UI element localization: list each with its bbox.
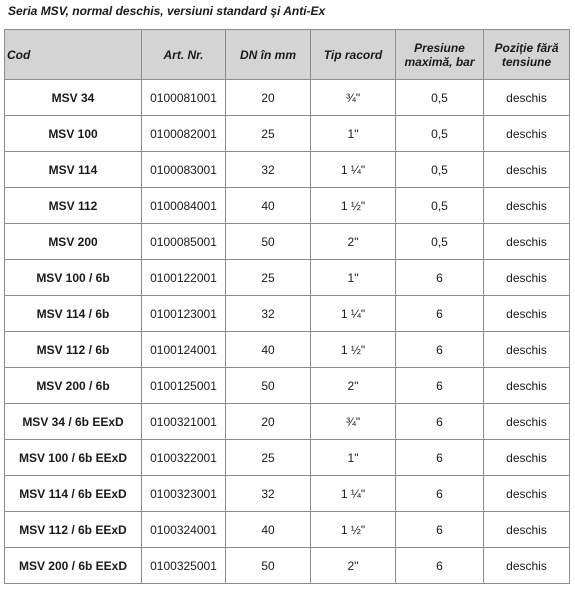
cell-cod: MSV 112	[5, 188, 142, 224]
cell-pozitie: deschis	[484, 512, 570, 548]
valve-spec-table	[4, 29, 570, 584]
cell-pozitie: deschis	[484, 296, 570, 332]
cell-tip-racord: 1 ¼"	[311, 296, 396, 332]
table-row	[5, 440, 570, 476]
cell-pozitie: deschis	[484, 116, 570, 152]
column-header-tip-racord: Tip racord	[311, 30, 396, 80]
table-row	[5, 116, 570, 152]
cell-dn: 32	[226, 296, 311, 332]
cell-art-nr: 0100323001	[142, 476, 226, 512]
cell-dn: 25	[226, 440, 311, 476]
cell-pozitie: deschis	[484, 80, 570, 116]
cell-presiune: 6	[396, 260, 484, 296]
cell-dn: 25	[226, 116, 311, 152]
table-row	[5, 404, 570, 440]
table-row	[5, 512, 570, 548]
cell-pozitie: deschis	[484, 224, 570, 260]
cell-presiune: 6	[396, 548, 484, 584]
cell-pozitie: deschis	[484, 368, 570, 404]
column-header-cod: Cod	[5, 30, 142, 80]
cell-cod: MSV 114 / 6b	[5, 296, 142, 332]
cell-art-nr: 0100125001	[142, 368, 226, 404]
cell-pozitie: deschis	[484, 188, 570, 224]
cell-art-nr: 0100122001	[142, 260, 226, 296]
column-header-art-nr: Art. Nr.	[142, 30, 226, 80]
cell-pozitie: deschis	[484, 548, 570, 584]
table-row	[5, 188, 570, 224]
cell-cod: MSV 112 / 6b EExD	[5, 512, 142, 548]
cell-dn: 40	[226, 332, 311, 368]
cell-dn: 50	[226, 548, 311, 584]
cell-presiune: 6	[396, 404, 484, 440]
table-body	[5, 80, 570, 584]
table-row	[5, 80, 570, 116]
cell-tip-racord: 1"	[311, 116, 396, 152]
table-row	[5, 476, 570, 512]
table-row	[5, 332, 570, 368]
table-row	[5, 368, 570, 404]
column-header-dn: DN în mm	[226, 30, 311, 80]
table-row	[5, 260, 570, 296]
cell-tip-racord: 2"	[311, 548, 396, 584]
cell-tip-racord: 1"	[311, 440, 396, 476]
cell-pozitie: deschis	[484, 332, 570, 368]
cell-dn: 32	[226, 476, 311, 512]
cell-presiune: 0,5	[396, 224, 484, 260]
cell-presiune: 6	[396, 296, 484, 332]
cell-cod: MSV 114	[5, 152, 142, 188]
cell-dn: 25	[226, 260, 311, 296]
cell-art-nr: 0100325001	[142, 548, 226, 584]
cell-pozitie: deschis	[484, 260, 570, 296]
cell-presiune: 0,5	[396, 80, 484, 116]
cell-dn: 32	[226, 152, 311, 188]
table-row	[5, 224, 570, 260]
cell-presiune: 6	[396, 512, 484, 548]
cell-presiune: 6	[396, 440, 484, 476]
table-row	[5, 152, 570, 188]
cell-dn: 40	[226, 512, 311, 548]
cell-cod: MSV 100	[5, 116, 142, 152]
cell-art-nr: 0100321001	[142, 404, 226, 440]
cell-pozitie: deschis	[484, 440, 570, 476]
cell-tip-racord: 1 ¼"	[311, 476, 396, 512]
cell-art-nr: 0100082001	[142, 116, 226, 152]
cell-cod: MSV 34	[5, 80, 142, 116]
cell-tip-racord: ¾"	[311, 80, 396, 116]
cell-cod: MSV 200 / 6b	[5, 368, 142, 404]
cell-cod: MSV 200 / 6b EExD	[5, 548, 142, 584]
cell-presiune: 0,5	[396, 152, 484, 188]
cell-dn: 20	[226, 404, 311, 440]
cell-tip-racord: ¾"	[311, 404, 396, 440]
cell-art-nr: 0100124001	[142, 332, 226, 368]
cell-pozitie: deschis	[484, 152, 570, 188]
cell-cod: MSV 112 / 6b	[5, 332, 142, 368]
cell-dn: 50	[226, 224, 311, 260]
cell-art-nr: 0100083001	[142, 152, 226, 188]
cell-cod: MSV 200	[5, 224, 142, 260]
cell-pozitie: deschis	[484, 404, 570, 440]
cell-art-nr: 0100322001	[142, 440, 226, 476]
cell-art-nr: 0100085001	[142, 224, 226, 260]
cell-presiune: 0,5	[396, 188, 484, 224]
cell-presiune: 0,5	[396, 116, 484, 152]
cell-art-nr: 0100084001	[142, 188, 226, 224]
column-header-presiune: Presiune maximă, bar	[396, 30, 484, 80]
cell-tip-racord: 2"	[311, 368, 396, 404]
cell-art-nr: 0100081001	[142, 80, 226, 116]
table-row	[5, 296, 570, 332]
cell-presiune: 6	[396, 332, 484, 368]
cell-cod: MSV 34 / 6b EExD	[5, 404, 142, 440]
cell-tip-racord: 1 ½"	[311, 332, 396, 368]
cell-presiune: 6	[396, 368, 484, 404]
cell-tip-racord: 1 ½"	[311, 512, 396, 548]
cell-dn: 20	[226, 80, 311, 116]
cell-presiune: 6	[396, 476, 484, 512]
cell-tip-racord: 1 ¼"	[311, 152, 396, 188]
table-row	[5, 548, 570, 584]
table-header-row	[5, 30, 570, 80]
cell-tip-racord: 1 ½"	[311, 188, 396, 224]
cell-tip-racord: 1"	[311, 260, 396, 296]
cell-cod: MSV 100 / 6b	[5, 260, 142, 296]
cell-cod: MSV 100 / 6b EExD	[5, 440, 142, 476]
cell-art-nr: 0100324001	[142, 512, 226, 548]
cell-art-nr: 0100123001	[142, 296, 226, 332]
cell-cod: MSV 114 / 6b EExD	[5, 476, 142, 512]
table-caption: Seria MSV, normal deschis, versiuni standard şi Anti-Ex	[8, 4, 326, 18]
cell-tip-racord: 2"	[311, 224, 396, 260]
cell-dn: 50	[226, 368, 311, 404]
cell-dn: 40	[226, 188, 311, 224]
column-header-pozitie: Poziție fără tensiune	[484, 30, 570, 80]
cell-pozitie: deschis	[484, 476, 570, 512]
